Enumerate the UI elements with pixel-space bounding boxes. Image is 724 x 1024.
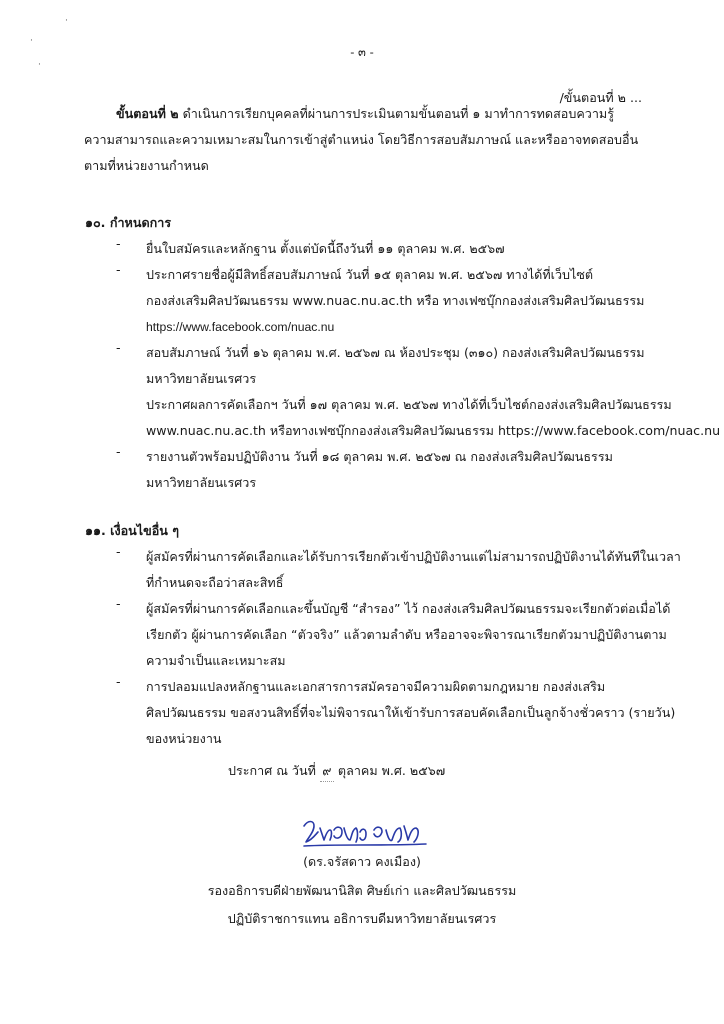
margin-mark: · [38, 60, 41, 70]
item-line: มหาวิทยาลัยนเรศวร [146, 371, 257, 386]
section-heading-conditions: ๑๑. เงื่อนไขอื่น ๆ [85, 523, 180, 538]
item-line: ศิลปวัฒนธรรม ขอสงวนสิทธิ์ที่จะไม่พิจารณาให้เข้ารับการสอบคัดเลือกเป็นลูกจ้างชั่วคราว (รายวัน) [146, 705, 676, 720]
item-line: สอบสัมภาษณ์ วันที่ ๑๖ ตุลาคม พ.ศ. ๒๕๖๗ ณ ห้องประชุม (๓๑๐) กองส่งเสริมศิลปวัฒนธรรม [146, 345, 645, 360]
announcement-suffix: ตุลาคม พ.ศ. ๒๕๖๗ [337, 763, 446, 778]
item-line: กองส่งเสริมศิลปวัฒนธรรม www.nuac.nu.ac.th หรือ ทางเฟซบุ๊กกองส่งเสริมศิลปวัฒนธรรม [146, 293, 645, 308]
item-line: ผู้สมัครที่ผ่านการคัดเลือกและขึ้นบัญชี “สำรอง” ไว้ กองส่งเสริมศิลปวัฒนธรรมจะเรียกตัวต่อเมื่อได้ [146, 601, 671, 616]
signer-name: (ดร.จรัสดาว คงเมือง) [303, 854, 421, 869]
item-line: เรียกตัว ผู้ผ่านการคัดเลือก “ตัวจริง” แล้วตามลำดับ หรืออาจจะพิจารณาเรียกตัวมาปฏิบัติงานตาม [146, 627, 667, 642]
item-line: ผู้สมัครที่ผ่านการคัดเลือกและได้รับการเรียกตัวเข้าปฏิบัติงานแต่ไม่สามารถปฏิบัติงานได้ทันทีในเวลา [146, 549, 681, 564]
section-heading-schedule: ๑๐. กำหนดการ [85, 215, 172, 230]
announcement-prefix: ประกาศ ณ วันที่ [228, 763, 316, 778]
announcement-day: ๙ [320, 761, 334, 782]
dash-bullet: - [116, 596, 121, 611]
item-line: ของหน่วยงาน [146, 731, 222, 746]
step2-line: ดำเนินการเรียกบุคคลที่ผ่านการประเมินตามขั้นตอนที่ ๑ มาทำการทดสอบความรู้ [182, 106, 614, 121]
dash-bullet: - [116, 544, 121, 559]
step2-label: ขั้นตอนที่ ๒ [116, 106, 179, 121]
dash-bullet: - [116, 674, 121, 689]
signer-position: รองอธิการบดีฝ่ายพัฒนานิสิต ศิษย์เก่า และศิลปวัฒนธรรม [207, 883, 517, 898]
item-line: ที่กำหนดจะถือว่าสละสิทธิ์ [146, 575, 284, 590]
margin-mark: · [65, 16, 68, 26]
item-line: ประกาศผลการคัดเลือกฯ วันที่ ๑๗ ตุลาคม พ.ศ. ๒๕๖๗ ทางได้ที่เว็บไซต์กองส่งเสริมศิลปวัฒนธรรม [146, 397, 672, 412]
signature-image [300, 816, 430, 850]
signer-acting-position: ปฏิบัติราชการแทน อธิการบดีมหาวิทยาลัยนเรศวร [227, 911, 497, 926]
step2-line: ตามที่หน่วยงานกำหนด [84, 158, 209, 173]
facebook-url: https://www.facebook.com/nuac.nu [146, 320, 335, 334]
margin-mark: · [30, 36, 33, 46]
item-line: รายงานตัวพร้อมปฏิบัติงาน วันที่ ๑๘ ตุลาคม พ.ศ. ๒๕๖๗ ณ กองส่งเสริมศิลปวัฒนธรรม [146, 449, 613, 464]
item-line: www.nuac.nu.ac.th หรือทางเฟซบุ๊กกองส่งเสริมศิลปวัฒนธรรม https://www.facebook.com/nuac.nu [146, 423, 721, 438]
dash-bullet: - [116, 236, 121, 251]
dash-bullet: - [116, 262, 121, 277]
step2-paragraph [84, 101, 656, 179]
step2-line: ความสามารถและความเหมาะสมในการเข้าสู่ตำแหน่ง โดยวิธีการสอบสัมภาษณ์ และหรืออาจทดสอบอื่น [84, 132, 639, 147]
announcement-date [228, 761, 445, 782]
item-line: ประกาศรายชื่อผู้มีสิทธิ์สอบสัมภาษณ์ วันที่ ๑๕ ตุลาคม พ.ศ. ๒๕๖๗ ทางได้ที่เว็บไซต์ [146, 267, 594, 282]
dash-bullet: - [116, 340, 121, 355]
dash-bullet: - [116, 444, 121, 459]
item-line: มหาวิทยาลัยนเรศวร [146, 475, 257, 490]
item-line: ยื่นใบสมัครและหลักฐาน ตั้งแต่บัดนี้ถึงวันที่ ๑๑ ตุลาคม พ.ศ. ๒๕๖๗ [146, 241, 505, 256]
page-number: - ๓ - [350, 45, 374, 59]
continuation-note: /ขั้นตอนที่ ๒ ... [559, 90, 642, 105]
item-line: ความจำเป็นและเหมาะสม [146, 653, 286, 668]
item-line: การปลอมแปลงหลักฐานและเอกสารการสมัครอาจมีความผิดตามกฎหมาย กองส่งเสริม [146, 679, 606, 694]
